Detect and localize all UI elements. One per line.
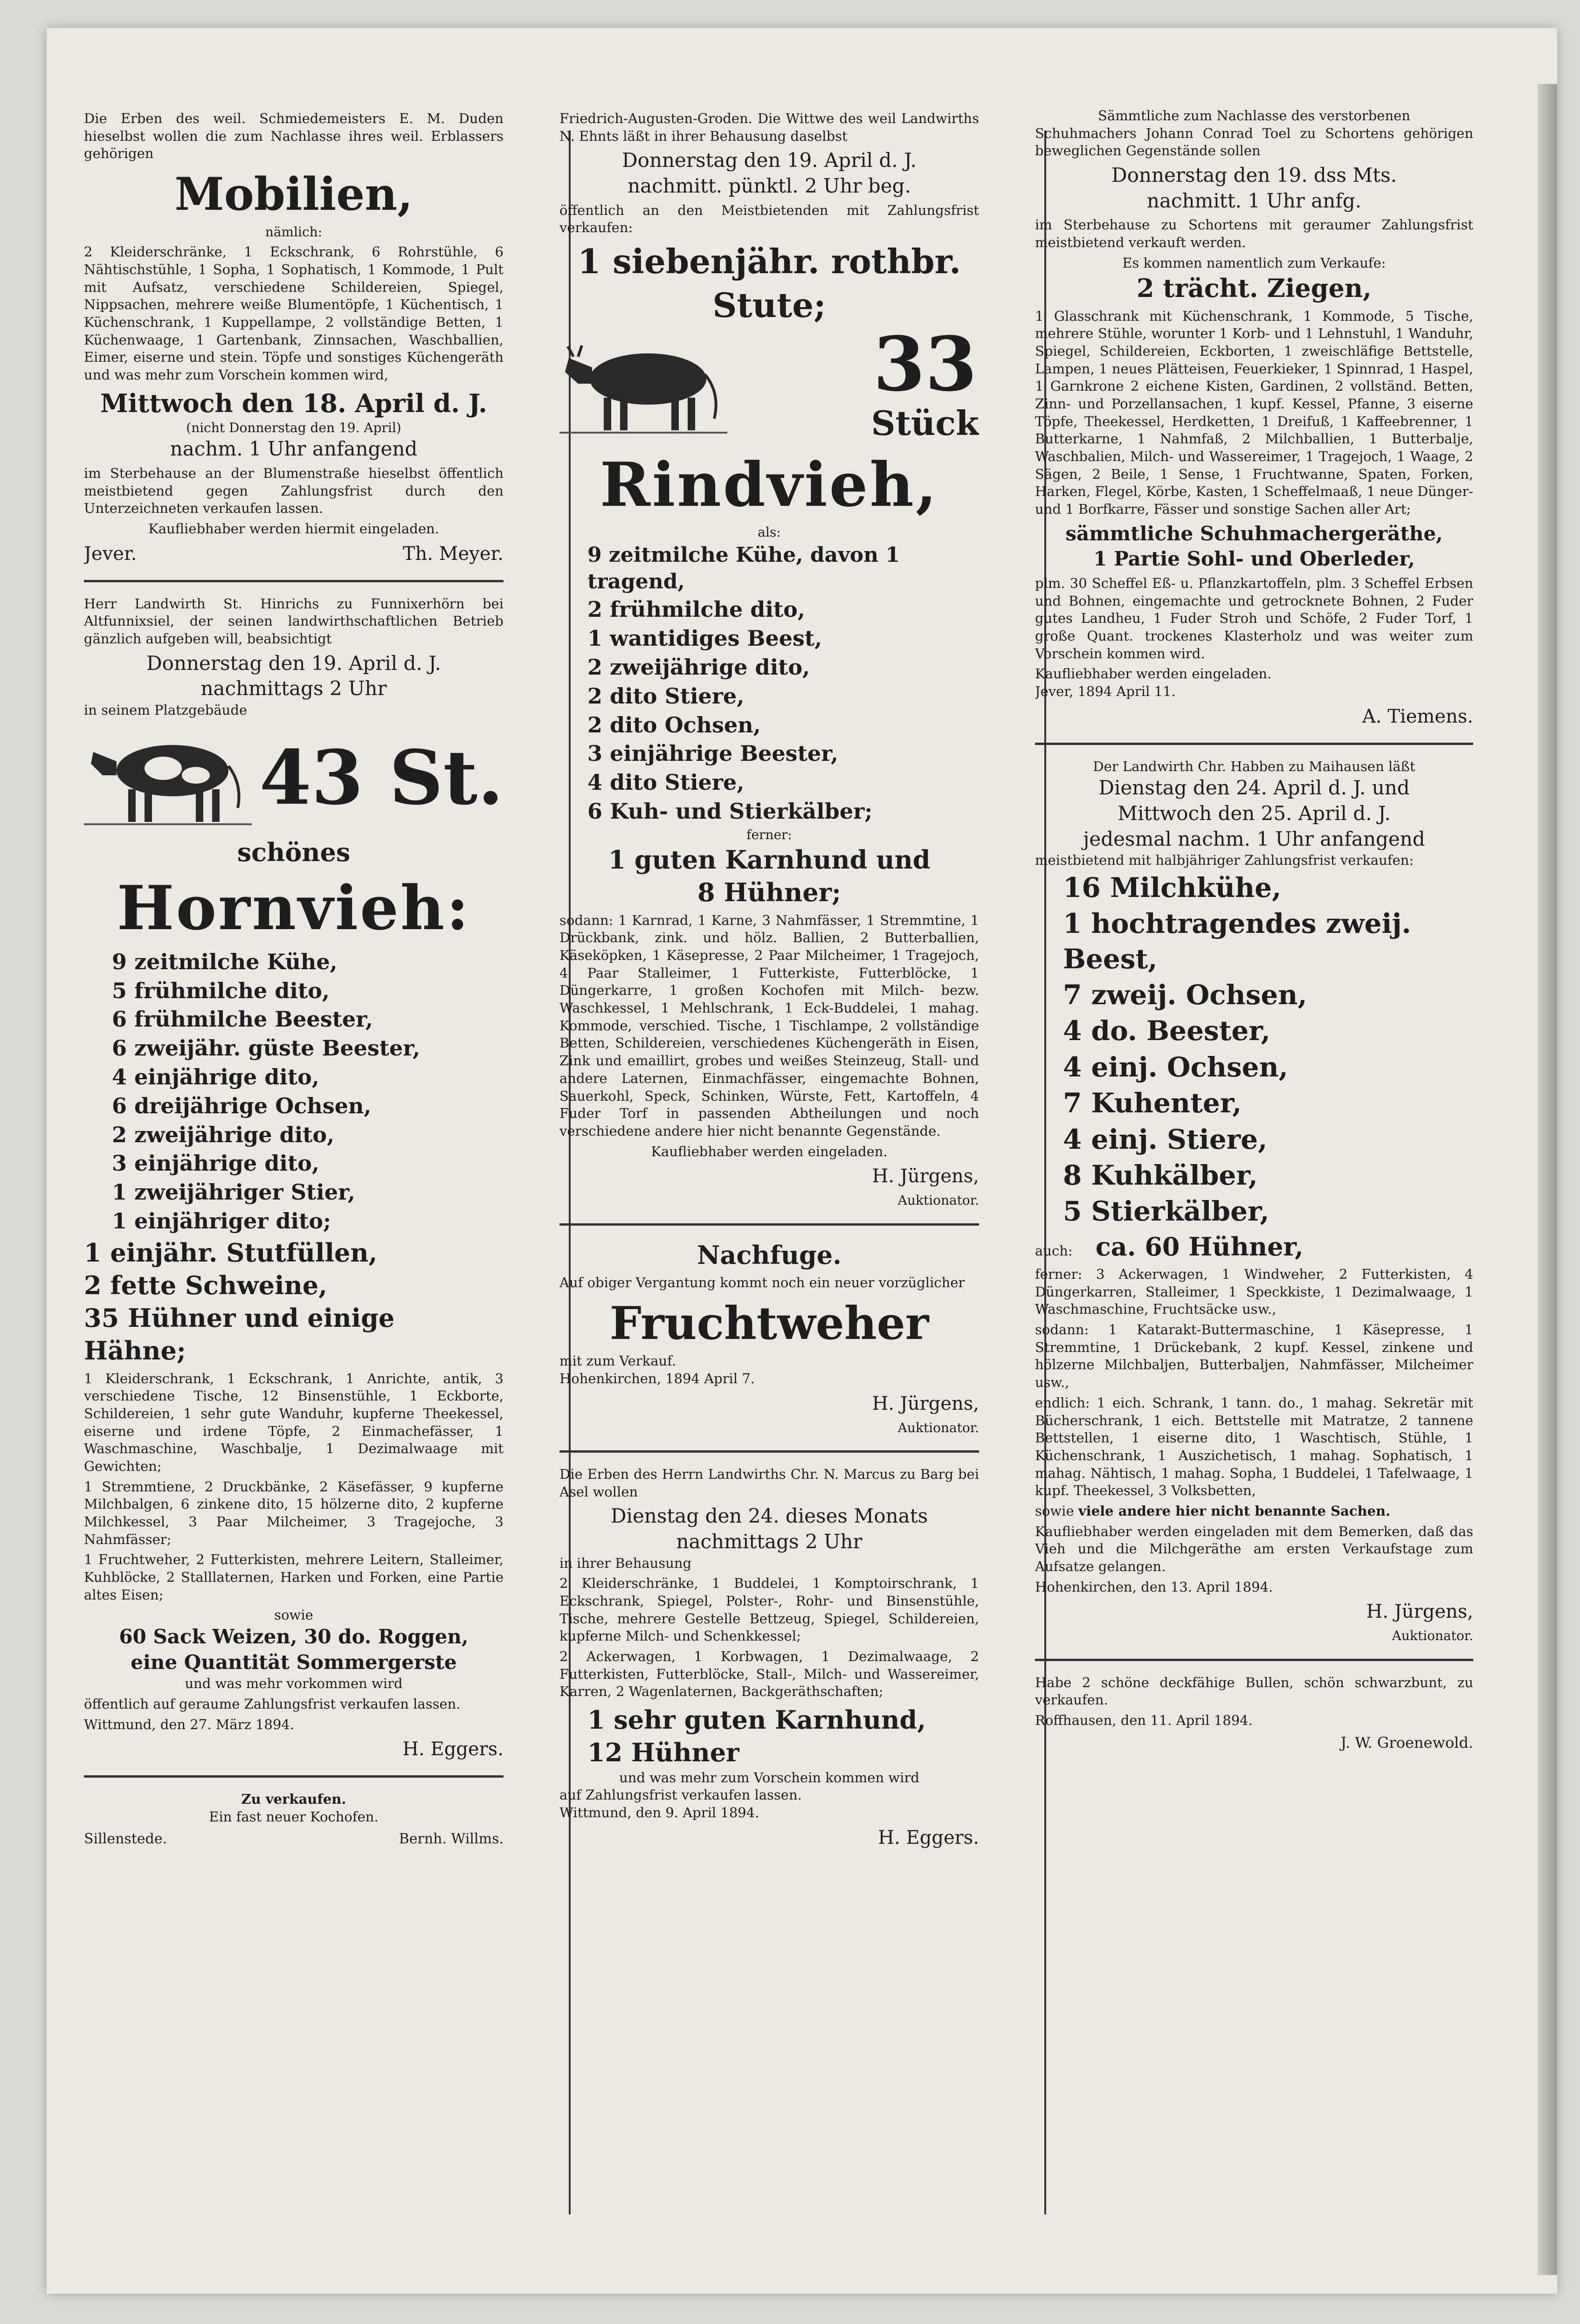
ad-date: Donnerstag den 19. April d. J. bbox=[146, 651, 441, 675]
ad-body: 2 Kleiderschränke, 1 Buddelei, 1 Komptoirschrank, 1 Eckschrank, Spiegel, Polster-, Rohr- und Binsenstühle, Tische, mehrere Gestelle Bettzeug, Spiegel, Schildereien, kupferne Milch- und Schenkkessel; bbox=[559, 1575, 979, 1644]
list-item: 2 dito Ochsen, bbox=[587, 712, 761, 738]
ad-time: nachmitt. 1 Uhr anfg. bbox=[1146, 189, 1362, 212]
ad-intro: Die Erben des Herrn Landwirths Chr. N. Marcus zu Barg bei Asel wollen bbox=[559, 1466, 979, 1500]
sodann-text: 1 Katarakt-Buttermaschine, 1 Käsepresse, 1 Stremmtine, 1 Drückebank, 2 kupf. Kessel, zinkene und hölzerne Milchbaljen, Butterbaljen, Nahmfässer, Milcheimer usw., bbox=[1035, 1322, 1473, 1391]
ad-body: 1 Glasschrank mit Küchenschrank, 1 Kommode, 5 Tische, mehrere Stühle, worunter 1 Korb- und 1 Lehnstuhl, 1 Wanduhr, Spiegel, Schildereien, Eckborten, 1 zweischläfige Bettstelle, Lampen, 1 neues Plätteisen, Feuerkieker, 1 Spinnrad, 1 Haspel, 1 Garnkrone 2 eichene Kisten, Gardinen, 2 vollständ. Betten, Zinn- und Porzellansachen, 1 kupf. Kessel, Pfanne, 3 eiserne Töpfe, Theekessel, Herdketten, 1 Dreifuß, 1 Kaffeebrenner, 1 Butterkarne, 1 Nahmfaß, 2 Milchballien, 1 Butterbalje, Waschbalien, Milch- und Wassereimer, 1 Tragejoch, 1 Waage, 2 Sägen, 2 Beile, 1 Sense, 1 Fruchtwanne, Spaten, Forken, Harken, Flegel, Körbe, Kasten, 1 Scheffelmaaß, 1 neue Dünger- und 1 Borfkarre, Fässer und sonstige Sachen aller Art; bbox=[1035, 308, 1473, 517]
ad-groenewold-bullen bbox=[1035, 1674, 1473, 1753]
ad-willms-kochofen bbox=[84, 1791, 504, 1848]
count-block bbox=[871, 320, 979, 445]
cow-illustration-icon bbox=[559, 328, 727, 444]
ad-heading: Nachfuge. bbox=[697, 1240, 842, 1270]
ad-signature: H. Eggers. bbox=[402, 1738, 504, 1760]
mare-line: 1 siebenjähr. rothbr. Stute; bbox=[577, 241, 961, 325]
list-item: 16 Milchkühe, bbox=[1063, 871, 1282, 903]
list-item: 1 zweijähriger Stier, bbox=[112, 1179, 355, 1205]
livestock-count: 33 bbox=[873, 320, 977, 408]
ad-toel-nachlass bbox=[1035, 107, 1473, 729]
ad-separator bbox=[559, 1223, 979, 1226]
auch-row bbox=[1035, 1230, 1473, 1263]
ad-intro: Der Landwirth Chr. Habben zu Maihausen läßt bbox=[1093, 758, 1415, 774]
ad-time: nachm. 1 Uhr anfangend bbox=[170, 437, 418, 461]
ad-terms: auf Zahlungsfrist verkaufen lassen. bbox=[559, 1787, 802, 1803]
ad-time: nachmittags 2 Uhr bbox=[676, 1530, 862, 1553]
ad-habben bbox=[1035, 758, 1473, 1645]
ad-body: plm. 30 Scheffel Eß- u. Pflanzkartoffeln, plm. 3 Scheffel Erbsen und Bohnen, eingemachte und getrocknete Bohnen, 2 Fuder gutes Landheu, 1 Fuder Stroh und Schöfe, 2 Fuder Torf, 1 große Quant. trockenes Klasterholz und was weiter zum Vorschein kommen wird. bbox=[1035, 575, 1473, 662]
ad-time: nachmittags 2 Uhr bbox=[200, 677, 387, 700]
list-item: 9 zeitmilche Kühe, bbox=[112, 949, 338, 974]
column-left bbox=[84, 107, 504, 2177]
list-item: 7 zweij. Ochsen, bbox=[1063, 979, 1307, 1011]
sig-place: Sillenstede. bbox=[84, 1830, 167, 1847]
auch-label: auch: bbox=[1035, 1242, 1073, 1259]
ad-date: Mittwoch den 18. April d. J. bbox=[100, 388, 487, 418]
ad-body bbox=[1035, 1394, 1473, 1500]
ferner-label: ferner: bbox=[1035, 1266, 1083, 1282]
list-item: 1 hochtragendes zweij. Beest, bbox=[1063, 908, 1411, 975]
ad-date: Dienstag den 24. dieses Monats bbox=[610, 1504, 928, 1528]
ad-signature: H. Jürgens, bbox=[872, 1165, 979, 1187]
ad-als: als: bbox=[758, 524, 781, 540]
sig-place: Jever. bbox=[84, 543, 137, 565]
ad-body bbox=[1035, 1503, 1473, 1520]
list-item: 4 einj. Stiere, bbox=[1063, 1123, 1268, 1155]
list-item: 4 einj. Ochsen, bbox=[1063, 1051, 1288, 1083]
list-item: 4 do. Beester, bbox=[1063, 1015, 1270, 1047]
ad-dateline: Roffhausen, den 11. April 1894. bbox=[1035, 1712, 1253, 1729]
ad-dateline: Hohenkirchen, 1894 April 7. bbox=[559, 1371, 755, 1386]
ad-body: 1 Fruchtweher, 2 Futterkisten, mehrere Leitern, Stalleimer, Kuhblöcke, 2 Stalllaternen, Harken und Forken, eine Partie altes Eisen; bbox=[84, 1552, 504, 1603]
dog-line: 1 sehr guten Karnhund, bbox=[587, 1705, 926, 1735]
ad-separator bbox=[1035, 743, 1473, 745]
cow-illustration-icon bbox=[84, 719, 252, 836]
ad-separator bbox=[84, 1775, 504, 1778]
ad-ferner: ferner: bbox=[746, 827, 792, 842]
ad-signature: H. Jürgens, bbox=[872, 1393, 979, 1414]
ad-body bbox=[559, 912, 979, 1140]
ad-sub: nämlich: bbox=[265, 224, 323, 240]
livestock-count: 43 St. bbox=[259, 733, 504, 821]
livestock-unit: Stück bbox=[871, 403, 979, 443]
ad-separator bbox=[559, 1450, 979, 1453]
ad-place: in seinem Platzgebäude bbox=[84, 702, 248, 718]
ad-dateline: Wittmund, den 27. März 1894. bbox=[84, 1716, 295, 1732]
hens-line: 12 Hühner bbox=[587, 1738, 739, 1768]
ad-body bbox=[1035, 1321, 1473, 1392]
ad-body: 2 Ackerwagen, 1 Korbwagen, 1 Dezimalwaage, 2 Futterkisten, Futterblöcke, Stall-, Milch- und Wassereimer, Karren, 2 Wagenlaternen, Backgeräthschaften; bbox=[559, 1648, 979, 1700]
ad-hinrichs-hornvieh bbox=[84, 595, 504, 1762]
hens-line: ca. 60 Hühner, bbox=[1095, 1231, 1304, 1262]
list-item: 1 einjähriger dito; bbox=[112, 1208, 331, 1234]
ad-adjective: schönes bbox=[237, 837, 351, 867]
ad-named: Es kommen namentlich zum Verkaufe: bbox=[1122, 255, 1386, 271]
sodann-label: sodann: bbox=[559, 912, 614, 928]
ad-separator bbox=[1035, 1659, 1473, 1661]
ad-place: im Sterbehause an der Blumenstraße hieselbst öffentlich meistbietend gegen Zahlungsfrist durch den Unterzeichneten verkaufen lassen. bbox=[84, 465, 504, 517]
ad-date: Donnerstag den 19. April d. J. bbox=[621, 149, 917, 172]
ad-place: im Sterbehause zu Schortens mit geraumer Zahlungsfrist meistbietend verkauft werden. bbox=[1035, 217, 1473, 250]
ad-dateline: Wittmund, den 9. April 1894. bbox=[559, 1804, 759, 1821]
list-item: 4 dito Stiere, bbox=[587, 770, 745, 795]
sodann-text: 1 Karnrad, 1 Karne, 3 Nahmfässer, 1 Stremmtine, 1 Drückbank, zink. und hölz. Ballien, 2 Butterballien, Käseköpken, 1 Käsepresse, 2 Paar Milcheimer, 1 Tragejoch, 4 Paar Stalleimer, 1 Futterkiste, Futterblöcke, 1 Düngerkarre, 1 großen Kochofen mit Milch- bezw. Waschkessel, 1 Mehlschrank, 1 Eck-Buddelei, 1 mahag. Kommode, verschied. Tische, 1 Tischlampe, 2 vollständige Betten, Schildereien, verschiedenes Küchengeräth in Eisen, Zink und emaillirt, grobes und weißes Steinzeug, Stall- und andere Laternen, Einmachfässer, eingemachte Bohnen, Sauerkohl, Speck, Schinken, Würste, Fett, Kartoffeln, 4 Fuder Torf in passenden Abtheilungen und noch verschiedene andere hier nicht benannte Gegenstände. bbox=[559, 912, 979, 1139]
ad-date: Dienstag den 24. April d. J. und bbox=[1098, 776, 1410, 800]
ad-body: 1 Kleiderschrank, 1 Eckschrank, 1 Anrichte, antik, 3 verschiedene Tische, 12 Binsenstühle, 1 Eckborte, Schildereien, 1 sehr gute Wanduhr, kupferne Theekessel, eiserne und irdene Töpfe, 2 Einmachefässer, 1 Waschmaschine, Waschbalje, 1 Dezimalwaage mit Gewichten; bbox=[84, 1370, 504, 1474]
ad-headline: Fruchtweher bbox=[609, 1296, 929, 1350]
ferner-text: 3 Ackerwagen, 1 Windweher, 2 Futterkisten, 4 Düngerkarren, Stalleimer, 1 Speckkiste, 1 Dezimalwaage, 1 Waschmaschine, Fruchtsäcke usw., bbox=[1035, 1266, 1473, 1317]
list-item: 2 zweijährige dito, bbox=[112, 1122, 335, 1147]
big-items-list bbox=[84, 1236, 504, 1367]
endlich-label: endlich: bbox=[1035, 1394, 1090, 1411]
sowie-label: sowie bbox=[1035, 1503, 1074, 1519]
list-item: 8 Kuhkälber, bbox=[1063, 1159, 1258, 1192]
livestock-list bbox=[84, 948, 504, 1235]
sig-name: Th. Meyer. bbox=[402, 543, 504, 565]
ad-terms: meistbietend mit halbjähriger Zahlungsfrist verkaufen: bbox=[1035, 852, 1414, 869]
ad-body: 2 Kleiderschränke, 1 Eckschrank, 6 Rohrstühle, 6 Nähtischstühle, 1 Sopha, 1 Sophatisch, 1 Kommode, 1 Pult mit Aufsatz, verschiedene Schildereien, Spiegel, Nippsachen, mehrere weiße Blumentöpfe, 1 Küchentisch, 1 Küchenschrank, 1 Kuppellampe, 2 vollständige Betten, 1 Küchenwaage, 1 Gartenbank, Zinnsachen, Waschballien, Eimer, eiserne und stein. Töpfe und sonstiges Küchengeräth und was mehr zum Vorschein kommen wird, bbox=[84, 244, 504, 383]
list-item: 6 Kuh- und Stierkälber; bbox=[587, 799, 873, 824]
ad-more: und was mehr zum Vorschein kommen wird bbox=[619, 1769, 919, 1786]
list-item: 6 frühmilche Beester, bbox=[112, 1007, 373, 1032]
list-item: 2 zweijährige dito, bbox=[587, 655, 810, 680]
ad-body: Ein fast neuer Kochofen. bbox=[209, 1809, 379, 1825]
leather-line: 1 Partie Sohl- und Oberleder, bbox=[1093, 547, 1415, 571]
ad-headline: Mobilien, bbox=[174, 168, 413, 221]
list-item: 6 dreijährige Ochsen, bbox=[112, 1093, 372, 1118]
ad-headline: Hornvieh: bbox=[117, 872, 471, 944]
ad-intro: Schuhmachers Johann Conrad Toel zu Schortens gehörigen beweglichen Gegenstände sollen bbox=[1035, 125, 1473, 159]
ad-ehnts-rindvieh bbox=[559, 110, 979, 1209]
list-item: 1 einjähr. Stutfüllen, bbox=[84, 1237, 378, 1268]
ad-intro: Die Erben des weil. Schmiedemeisters E. M. Duden hieselbst wollen die zum Nachlasse ihres weil. Erblassers gehörigen bbox=[84, 110, 504, 162]
ad-body: 1 Stremmtiene, 2 Druckbänke, 2 Käsefässer, 9 kupferne Milchbalgen, 6 zinkene dito, 15 hölzerne dito, 2 kupferne Milchkessel, 3 Paar Milcheimer, 3 Tragejoche, 3 Nahmfässer; bbox=[84, 1478, 504, 1547]
ad-signature: H. Jürgens, bbox=[1366, 1601, 1473, 1623]
sowie-text: viele andere hier nicht benannte Sachen. bbox=[1078, 1503, 1391, 1519]
ad-date: Donnerstag den 19. dss Mts. bbox=[1111, 164, 1397, 187]
endlich-text: 1 eich. Schrank, 1 tann. do., 1 mahag. Sekretär mit Bücherschrank, 1 eich. Bettstelle mit Matratze, 2 tannene Bettstellen, 1 eiserne dito, 1 Waschtisch, Stühle, 1 Küchenschrank, 1 Auszichetisch, 1 mahag. Sophatisch, 1 mahag. Nähtisch, 1 mahag. Sopha, 1 Buddelei, 1 Tafelwaage, 1 kupf. Theekessel, 3 Volksbetten, bbox=[1035, 1394, 1473, 1499]
ad-body: Habe 2 schöne deckfähige Bullen, schön schwarzbunt, zu verkaufen. bbox=[1035, 1674, 1473, 1708]
livestock-list bbox=[559, 542, 979, 826]
ad-body bbox=[1035, 1266, 1473, 1318]
ad-marcus bbox=[559, 1466, 979, 1850]
list-item: 2 dito Stiere, bbox=[587, 683, 745, 709]
ad-intro: Friedrich-Augusten-Groden. Die Wittwe des weil Landwirths N. Ehnts läßt in ihrer Behausung daselbst bbox=[559, 110, 979, 144]
list-item: 6 zweijähr. güste Beester, bbox=[112, 1035, 421, 1061]
tools-line: sämmtliche Schuhmachergeräthe, bbox=[1065, 522, 1443, 545]
ad-more: und was mehr vorkommen wird bbox=[185, 1676, 403, 1692]
ad-time: nachmitt. pünktl. 2 Uhr beg. bbox=[628, 174, 911, 197]
list-item: 3 einjährige Beester, bbox=[587, 741, 838, 766]
list-item: 2 frühmilche dito, bbox=[587, 597, 805, 622]
livestock-list bbox=[1035, 870, 1473, 1229]
grain-line: 60 Sack Weizen, 30 do. Roggen, bbox=[119, 1625, 469, 1648]
list-item: 5 Stierkälber, bbox=[1063, 1195, 1270, 1228]
ad-invite: Kaufliebhaber werden eingeladen. bbox=[651, 1143, 888, 1159]
sig-name: Bernh. Willms. bbox=[399, 1830, 504, 1847]
ad-intro: Auf obiger Vergantung kommt noch ein neuer vorzüglicher bbox=[559, 1274, 965, 1290]
list-item: 35 Hühner und einige Hähne; bbox=[84, 1303, 395, 1366]
ad-headline: Rindvieh, bbox=[600, 448, 939, 520]
ad-dateline: Jever, 1894 April 11. bbox=[1035, 683, 1176, 700]
ad-invite: Kaufliebhaber werden eingeladen mit dem Bemerken, daß das Vieh und die Milchgeräthe am ersten Verkaufstage zum Aufsatze gelangen. bbox=[1035, 1523, 1473, 1574]
list-item: 9 zeitmilche Kühe, davon 1 tragend, bbox=[587, 543, 900, 594]
hens-line: 8 Hühner; bbox=[697, 877, 841, 908]
ad-terms: öffentlich an den Meistbietenden mit Zahlungsfrist verkaufen: bbox=[559, 202, 979, 236]
ad-signature: A. Tiemens. bbox=[1362, 705, 1473, 727]
list-item: 2 fette Schweine, bbox=[84, 1270, 327, 1300]
ad-signature: H. Eggers. bbox=[878, 1827, 979, 1848]
goats-line: 2 trächt. Ziegen, bbox=[1137, 273, 1372, 303]
ad-signature: J. W. Groenewold. bbox=[1340, 1733, 1473, 1752]
ad-terms: mit zum Verkauf. bbox=[559, 1353, 676, 1369]
page-edge bbox=[1538, 84, 1557, 2275]
column-right bbox=[1035, 107, 1473, 2177]
ad-note: (nicht Donnerstag den 19. April) bbox=[186, 420, 401, 435]
ad-date: Mittwoch den 25. April d. J. bbox=[1118, 802, 1391, 825]
column-middle bbox=[559, 107, 979, 2177]
ad-signature bbox=[84, 542, 504, 566]
ad-place: in ihrer Behausung bbox=[559, 1555, 692, 1571]
ad-sowie: sowie bbox=[274, 1607, 313, 1623]
ad-time: jedesmal nachm. 1 Uhr anfangend bbox=[1083, 827, 1425, 850]
ad-signature-title: Auktionator. bbox=[897, 1193, 979, 1208]
ad-invite: Kaufliebhaber werden eingeladen. bbox=[1035, 666, 1272, 682]
list-item: 4 einjährige dito, bbox=[112, 1064, 319, 1090]
list-item: 1 wantidiges Beest, bbox=[587, 626, 822, 651]
list-item: 3 einjährige dito, bbox=[112, 1151, 319, 1176]
grain-line: eine Quantität Sommergerste bbox=[131, 1650, 457, 1674]
cow-row bbox=[84, 719, 504, 836]
ad-nachfuge bbox=[559, 1239, 979, 1436]
sodann-label: sodann: bbox=[1035, 1322, 1089, 1338]
ad-intro: Herr Landwirth St. Hinrichs zu Funnixerhörn bei Altfunnixsiel, der seinen landwirthschaftlichen Betrieb gänzlich aufgeben will, beabsichtigt bbox=[84, 595, 504, 647]
ad-signature-title: Auktionator. bbox=[897, 1420, 979, 1435]
dog-line: 1 guten Karnhund und bbox=[608, 845, 931, 875]
list-item: 7 Kuhenter, bbox=[1063, 1087, 1242, 1119]
ad-separator bbox=[84, 580, 504, 582]
list-item: 5 frühmilche dito, bbox=[112, 978, 330, 1003]
ad-intro: Sämmtliche zum Nachlasse des verstorbenen bbox=[1098, 108, 1410, 124]
cow-row bbox=[559, 320, 979, 445]
ad-invite: Kaufliebhaber werden hiermit eingeladen. bbox=[148, 520, 439, 537]
ad-duden-mobilien bbox=[84, 110, 504, 566]
ad-signature-title: Auktionator. bbox=[1392, 1628, 1473, 1644]
ad-signature bbox=[84, 1830, 504, 1848]
ad-terms: öffentlich auf geraume Zahlungsfrist verkaufen lassen. bbox=[84, 1696, 461, 1712]
ad-heading: Zu verkaufen. bbox=[241, 1791, 346, 1807]
ad-dateline: Hohenkirchen, den 13. April 1894. bbox=[1035, 1579, 1273, 1595]
